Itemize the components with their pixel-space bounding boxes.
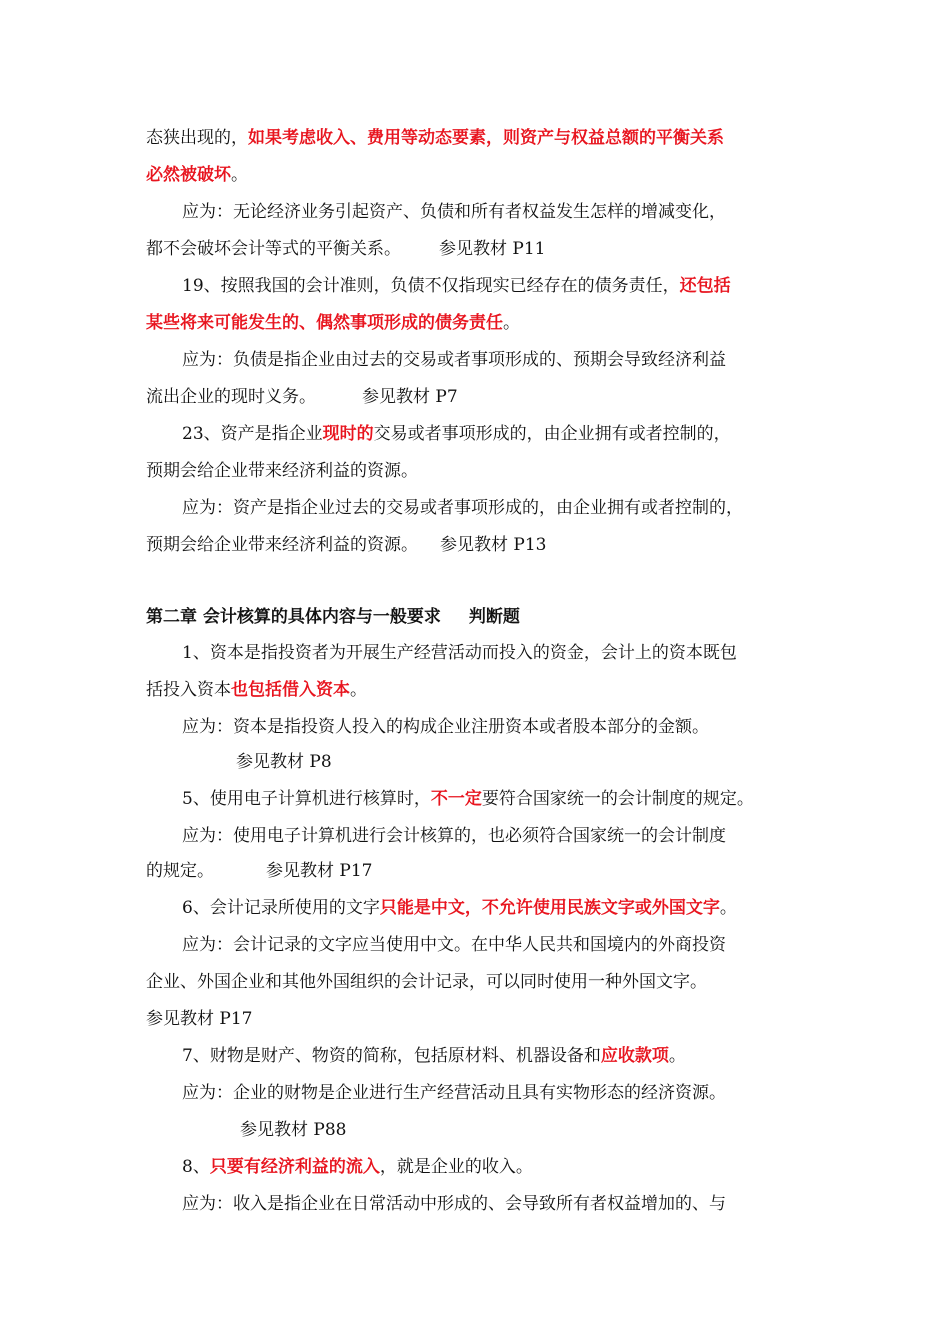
highlight-text: 不一定 (430, 789, 482, 809)
text-span: 应为：使用电子计算机进行会计核算的，也必须符合国家统一的会计制度 (182, 826, 726, 846)
highlight-text: 某些将来可能发生的、偶然事项形成的债务责任 (146, 313, 503, 333)
highlight-text: 只能是中文，不允许使用民族文字或外国文字 (379, 898, 720, 918)
highlight-text: 只要有经济利益的流入 (209, 1157, 380, 1177)
highlight-text: 必然被破坏 (146, 165, 231, 185)
text-line (182, 788, 754, 810)
chapter-heading (146, 606, 520, 628)
text-line (182, 349, 726, 371)
text-line (182, 1193, 726, 1215)
text-line (146, 312, 520, 334)
text-span: 交易或者事项形成的，由企业拥有或者控制的， (373, 424, 731, 444)
reference-text: 参见教材 P11 (439, 239, 546, 259)
reference-text: 参见教材 P13 (440, 535, 547, 555)
text-line (146, 127, 724, 149)
text-span: 应为：负债是指企业由过去的交易或者事项形成的、预期会导致经济利益 (182, 350, 726, 370)
text-span: 5、使用电子计算机进行核算时， (182, 789, 431, 809)
text-span: 应为：会计记录的文字应当使用中文。在中华人民共和国境内的外商投资 (182, 935, 726, 955)
text-line (146, 460, 418, 482)
text-span: 应为：企业的财物是企业进行生产经营活动且具有实物形态的经济资源。 (182, 1083, 726, 1103)
reference-text: 参见教材 P17 (146, 1009, 253, 1029)
text-span: 应为：无论经济业务引起资产、负债和所有者权益发生怎样的增减变化， (182, 202, 726, 222)
heading-text: 第二章 会计核算的具体内容与一般要求 (146, 607, 441, 627)
text-span: 应为：资产是指企业过去的交易或者事项形成的，由企业拥有或者控制的， (182, 498, 743, 518)
text-line (182, 1082, 726, 1104)
text-span: 的规定。 (146, 861, 214, 881)
text-span: 19、按照我国的会计准则，负债不仅指现实已经存在的债务责任， (182, 276, 680, 296)
reference-text: 参见教材 P17 (266, 861, 373, 881)
text-line (146, 971, 707, 993)
text-line (146, 164, 248, 186)
text-span: 6、会计记录所使用的文字 (182, 898, 380, 918)
text-span: 预期会给企业带来经济利益的资源。 (146, 535, 418, 555)
text-span: 预期会给企业带来经济利益的资源。 (146, 461, 418, 481)
text-span: 应为：收入是指企业在日常活动中形成的、会导致所有者权益增加的、与 (182, 1194, 726, 1214)
highlight-text: 也包括借入资本 (231, 680, 350, 700)
text-line (182, 642, 737, 664)
highlight-text: 现时的 (322, 424, 374, 444)
text-span: 。 (668, 1046, 686, 1066)
text-span: 应为：资本是指投资人投入的构成企业注册资本或者股本部分的金额。 (182, 717, 709, 737)
text-span: 都不会破坏会计等式的平衡关系。 (146, 239, 401, 259)
text-line (146, 1008, 252, 1030)
text-span: 要符合国家统一的会计制度的规定。 (481, 789, 754, 809)
text-line (182, 716, 709, 738)
text-span: 企业、外国企业和其他外国组织的会计记录，可以同时使用一种外国文字。 (146, 972, 707, 992)
text-line (236, 751, 332, 773)
text-line (182, 1045, 686, 1067)
text-span: 。 (503, 313, 520, 333)
text-span: 8、 (182, 1157, 210, 1177)
text-span: 1、资本是指投资者为开展生产经营活动而投入的资金，会计上的资本既包 (182, 643, 737, 663)
text-span: 括投入资本 (146, 680, 231, 700)
reference-text: 参见教材 P7 (362, 387, 458, 407)
highlight-text: 应收款项 (600, 1046, 669, 1066)
reference-text: 参见教材 P8 (236, 752, 332, 772)
text-line (146, 386, 458, 408)
text-line (146, 679, 367, 701)
heading-text: 判断题 (468, 607, 520, 627)
text-span: ，就是企业的收入。 (379, 1157, 533, 1177)
text-span: 流出企业的现时义务。 (146, 387, 316, 407)
text-span: 23、资产是指企业 (182, 424, 323, 444)
reference-text: 参见教材 P88 (240, 1120, 347, 1140)
text-span: 。 (719, 898, 737, 918)
text-span: 7、财物是财产、物资的简称，包括原材料、机器设备和 (182, 1046, 601, 1066)
text-line (182, 201, 726, 223)
text-line (146, 238, 545, 260)
highlight-text: 还包括 (679, 276, 731, 296)
text-line (182, 497, 743, 519)
highlight-text: 如果考虑收入、费用等动态要素，则资产与权益总额的平衡关系 (248, 128, 724, 148)
text-span: 。 (231, 165, 248, 185)
text-line (240, 1119, 346, 1141)
text-span: 。 (350, 680, 367, 700)
text-line (182, 1156, 533, 1178)
text-span: 态狭出现的， (146, 128, 248, 148)
text-line (182, 275, 731, 297)
text-line (146, 860, 372, 882)
text-line (182, 423, 731, 445)
text-line (182, 825, 726, 847)
text-line (182, 934, 726, 956)
text-line (182, 897, 737, 919)
text-line (146, 534, 546, 556)
